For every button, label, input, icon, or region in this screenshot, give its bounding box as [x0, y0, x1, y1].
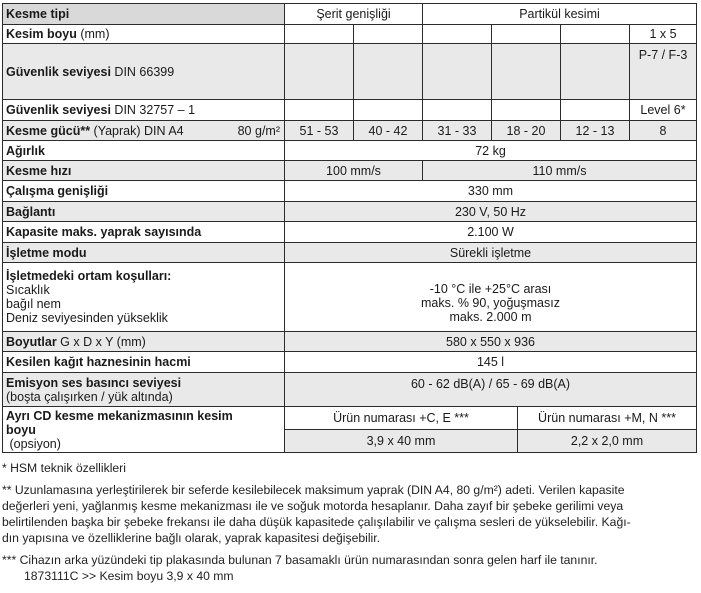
operating-mode-value: Sürekli işletme — [285, 243, 697, 263]
capacity-value: 8 — [630, 121, 697, 141]
empty-cell — [285, 100, 354, 121]
empty-cell — [285, 25, 354, 44]
noise-sublabel: (boşta çalışırken / yük altında) — [6, 389, 173, 404]
cd-value-mn: 2,2 x 2,0 mm — [518, 430, 697, 453]
empty-cell — [354, 44, 423, 100]
empty-cell — [423, 44, 492, 100]
row-label-cut-type: Kesme tipi — [2, 3, 285, 25]
footnote-1: * HSM teknik özellikleri — [2, 461, 126, 475]
row-label-power: Kapasite maks. yaprak sayısında — [2, 222, 285, 243]
speed-particle-value: 110 mm/s — [423, 161, 697, 181]
row-label-operating-mode: İşletme modu — [2, 243, 285, 263]
capacity-value: 18 - 20 — [492, 121, 561, 141]
capacity-value: 51 - 53 — [285, 121, 354, 141]
empty-cell — [354, 100, 423, 121]
empty-cell — [561, 100, 630, 121]
cd-header-mn: Ürün numarası +M, N *** — [518, 407, 697, 430]
cut-size-value: 1 x 5 — [630, 25, 697, 44]
cd-label-line2: boyu — [6, 422, 36, 437]
row-label-cut-size — [2, 25, 285, 44]
working-width-value: 330 mm — [285, 181, 697, 202]
row-label-security-66399 — [2, 44, 285, 100]
ambient-temp-value: -10 °C ile +25°C arası — [429, 282, 552, 296]
row-label-cutting-capacity — [2, 121, 285, 141]
noise-label: Emisyon ses basıncı seviyesi — [6, 375, 182, 390]
security-32757-value: Level 6* — [630, 100, 697, 121]
footnote-2-line3: belirtilenden başka bir şebeke frekansı ile daha düşük kapasitede çalışılabilir ve çalışma sesleri de yükselebilir. Kağı- — [2, 515, 631, 529]
header-particle-cut: Partikül kesimi — [423, 3, 697, 25]
footnote-2-line4: dın yapısına ve özelliklerine bağlı olarak, yaprak kapasitesi değişebilir. — [2, 531, 381, 545]
empty-cell — [423, 25, 492, 44]
footnote-3-line1: *** Cihazın arka yüzündeki tip plakasında bulunan 7 basamaklı ürün numarasından sonra gelen harf ile tanınır. — [2, 553, 598, 567]
ambient-altitude-value: maks. 2.000 m — [449, 310, 532, 324]
ambient-humidity-label: bağıl nem — [6, 297, 61, 311]
label-normal: G x D x Y (mm) — [56, 334, 146, 349]
noise-value: 60 - 62 dB(A) / 65 - 69 dB(A) — [285, 373, 697, 407]
row-label-cd-cutter — [2, 407, 285, 453]
footnote-2-line1: ** Uzunlamasına yerleştirilerek bir seferde kesilebilecek maksimum yaprak (DIN A4, 80 g/m²) adeti. Verilen kapasite — [2, 483, 625, 497]
security-66399-value: P-7 / F-3 — [630, 44, 697, 100]
label-normal: DIN 32757 – 1 — [110, 103, 196, 117]
empty-cell — [561, 25, 630, 44]
label-bold: Kesme gücü** — [6, 123, 91, 138]
empty-cell — [561, 44, 630, 100]
cd-value-ce: 3,9 x 40 mm — [285, 430, 518, 453]
ambient-humidity-value: maks. % 90, yoğuşmasız — [421, 296, 560, 310]
header-strip-cut: Şerit genişliği — [285, 3, 423, 25]
cd-label-line2-wrap — [6, 423, 61, 451]
empty-cell — [285, 44, 354, 100]
label-bold: Güvenlik seviyesi — [6, 103, 111, 117]
row-label-working-width: Çalışma genişliği — [2, 181, 285, 202]
capacity-value: 12 - 13 — [561, 121, 630, 141]
label-bold: Kesim boyu — [6, 27, 77, 41]
dimensions-value: 580 x 550 x 936 — [285, 332, 697, 352]
ambient-values — [285, 263, 697, 332]
label-bold: Boyutlar — [6, 334, 57, 349]
ambient-heading: İşletmedeki ortam koşulları: — [6, 269, 172, 283]
ambient-altitude-label: Deniz seviyesinden yükseklik — [6, 311, 168, 325]
label-normal: (mm) — [76, 27, 110, 41]
empty-cell — [492, 44, 561, 100]
row-label-connection: Bağlantı — [2, 202, 285, 222]
spec-table — [2, 3, 697, 453]
label-bold: Güvenlik seviyesi — [6, 64, 111, 79]
label-normal: (Yaprak) DIN A4 — [90, 123, 184, 138]
row-label-ambient-conditions — [2, 263, 285, 332]
footnote-3-line2: 1873111C >> Kesim boyu 3,9 x 40 mm — [24, 569, 234, 583]
connection-value: 230 V, 50 Hz — [285, 202, 697, 222]
cd-label-option: (opsiyon) — [6, 436, 61, 451]
speed-strip-value: 100 mm/s — [285, 161, 423, 181]
cd-header-ce: Ürün numarası +C, E *** — [285, 407, 518, 430]
ambient-temp-label: Sıcaklık — [6, 283, 50, 297]
power-value: 2.100 W — [285, 222, 697, 243]
row-label-noise — [2, 373, 285, 407]
footnote-2-line2: değerleri yeni, yağlanmış kesme mekanizması ile ve soğuk motorda hesaplanır. Daha zayıf bir şebeke gerilimi veya — [2, 499, 624, 513]
row-label-bin-volume: Kesilen kağıt haznesinin hacmi — [2, 352, 285, 373]
row-label-cutting-speed: Kesme hızı — [2, 161, 285, 181]
row-label-weight: Ağırlık — [2, 141, 285, 161]
weight-value: 72 kg — [285, 141, 697, 161]
empty-cell — [492, 100, 561, 121]
empty-cell — [492, 25, 561, 44]
row-label-security-32757 — [2, 100, 285, 121]
capacity-value: 40 - 42 — [354, 121, 423, 141]
empty-cell — [423, 100, 492, 121]
paper-weight: 80 g/m² — [237, 123, 280, 138]
label-normal: DIN 66399 — [110, 64, 175, 79]
capacity-value: 31 - 33 — [423, 121, 492, 141]
cd-label-line1: Ayrı CD kesme mekanizmasının kesim — [6, 408, 233, 423]
empty-cell — [354, 25, 423, 44]
label-wrap — [6, 124, 184, 138]
row-label-dimensions — [2, 332, 285, 352]
bin-volume-value: 145 l — [285, 352, 697, 373]
